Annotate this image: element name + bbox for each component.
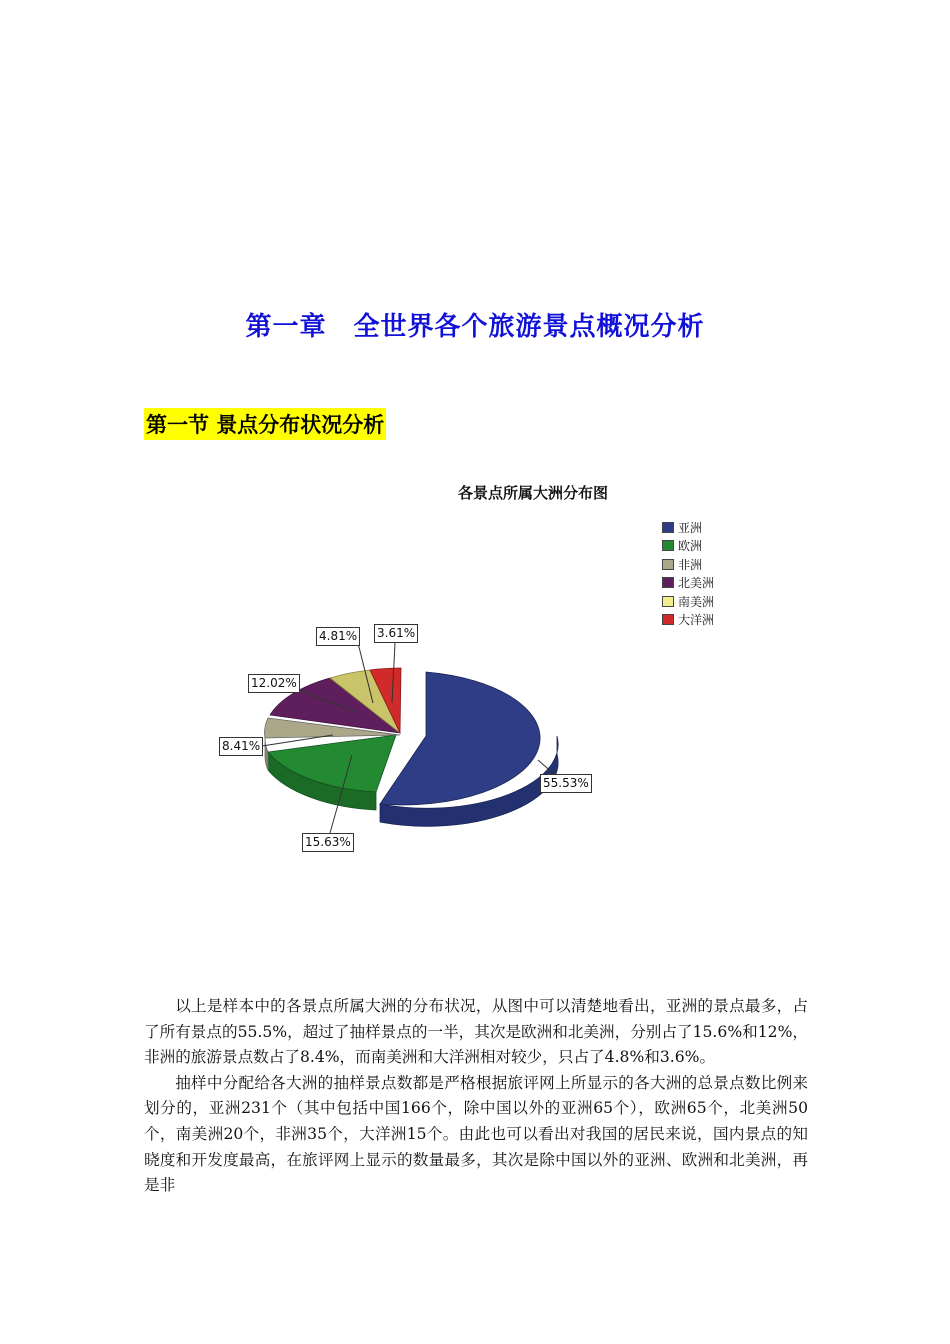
body-text: [144, 994, 808, 1199]
data-label-south-america: 4.81%: [316, 627, 360, 646]
legend-swatch: [662, 559, 674, 570]
legend-swatch: [662, 596, 674, 607]
data-label-asia: 55.53%: [540, 774, 592, 793]
paragraph: 抽样中分配给各大洲的抽样景点数都是严格根据旅评网上所显示的各大洲的总景点数比例来划分的，亚洲231个（其中包括中国166个，除中国以外的亚洲65个），欧洲65个，北美洲50个，南美洲20个，非洲35个，大洋洲15个。由此也可以看出对我国的居民来说，国内景点的知晓度和开发度最高，在旅评网上显示的数量最多，其次是除中国以外的亚洲、欧洲和北美洲，再是非: [144, 1073, 808, 1195]
legend-item: [662, 537, 714, 556]
legend-item: [662, 574, 714, 593]
legend-label: 南美洲: [678, 594, 715, 609]
chart-title: 各景点所属大洲分布图: [457, 484, 608, 502]
legend-label: 大洋洲: [678, 613, 715, 628]
legend-label: 欧洲: [678, 539, 703, 554]
legend-swatch: [662, 577, 674, 588]
paragraph: 以上是样本中的各景点所属大洲的分布状况，从图中可以清楚地看出，亚洲的景点最多，占了所有景点的55.5%，超过了抽样景点的一半，其次是欧洲和北美洲，分别占了15.6%和12%，非洲的旅游景点数占了8.4%，而南美洲和大洋洲相对较少，只占了4.8%和3.6%。: [144, 997, 808, 1067]
slice-side-africa: [265, 738, 268, 770]
legend-swatch: [662, 540, 674, 551]
chapter-title: 第一章 全世界各个旅游景点概况分析: [245, 312, 705, 342]
data-label-oceania: 3.61%: [374, 624, 418, 643]
section-title: 第一节 景点分布状况分析: [144, 408, 386, 440]
legend-item: [662, 555, 714, 574]
legend-label: 亚洲: [678, 520, 703, 535]
legend-item: [662, 518, 714, 537]
slice-asia: [380, 672, 540, 805]
legend-item: [662, 592, 714, 611]
data-label-europe: 15.63%: [302, 833, 354, 852]
legend-label: 非洲: [678, 557, 703, 572]
legend-label: 北美洲: [678, 576, 715, 591]
chart-legend: [662, 518, 714, 629]
legend-swatch: [662, 614, 674, 625]
data-label-africa: 8.41%: [219, 737, 263, 756]
legend-item: [662, 611, 714, 630]
data-label-north-america: 12.02%: [248, 674, 300, 693]
legend-swatch: [662, 522, 674, 533]
